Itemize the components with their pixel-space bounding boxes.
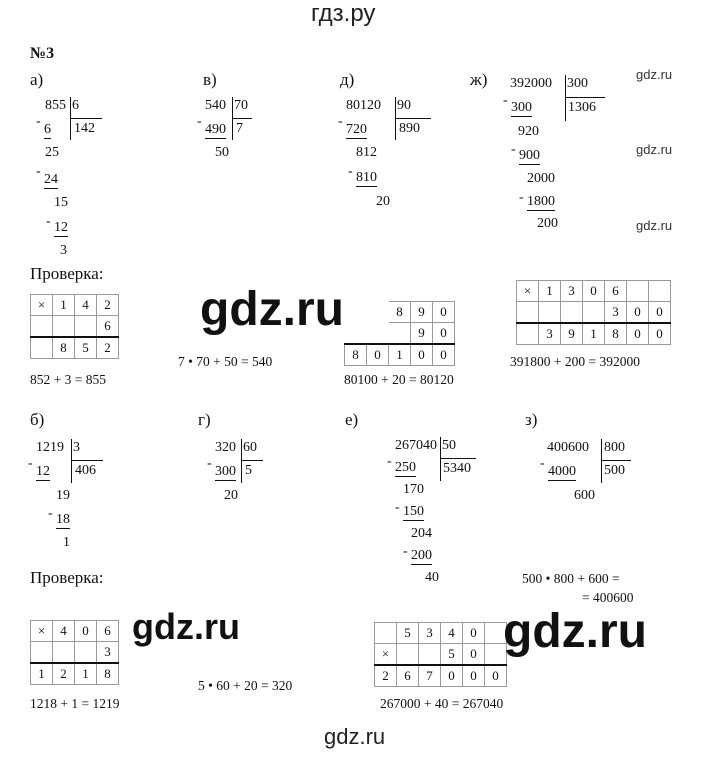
- grid-cell: 8: [605, 323, 627, 345]
- label-z: з): [525, 410, 538, 429]
- quotient-a: 142: [74, 121, 95, 136]
- minus-sign: -: [48, 506, 53, 521]
- equation-b: 1218 + 1 = 1219: [30, 696, 120, 711]
- equation-d: 80100 + 20 = 80120: [344, 372, 454, 387]
- grid-cell: 0: [649, 323, 671, 345]
- minus-sign: -: [36, 114, 41, 129]
- grid-cell: 0: [463, 623, 485, 644]
- division-bracket: [70, 118, 102, 119]
- minus-sign: -: [348, 164, 353, 179]
- dividend-e: 267040: [395, 438, 437, 453]
- grid-cell: 0: [411, 344, 433, 366]
- grid-cell: 0: [627, 323, 649, 345]
- division-bracket: [565, 97, 605, 98]
- check-grid-d: [344, 301, 455, 366]
- grid-cell: [649, 281, 671, 302]
- grid-cell: [53, 316, 75, 338]
- grid-cell: [517, 323, 539, 345]
- watermark-large: gdz.ru: [132, 606, 240, 647]
- divisor-v: 70: [234, 98, 248, 113]
- watermark-small: gdz.ru: [636, 142, 673, 157]
- grid-cell: 3: [419, 623, 441, 644]
- grid-cell: 6: [97, 316, 119, 338]
- label-zh: ж): [470, 70, 488, 89]
- grid-cell: [31, 337, 53, 359]
- minus-sign: -: [403, 544, 408, 559]
- divisor-z: 800: [604, 440, 625, 455]
- divisor-a: 6: [72, 98, 79, 113]
- divisor-d: 90: [397, 98, 411, 113]
- quotient-e: 5340: [443, 461, 471, 476]
- equation-a: 852 + 3 = 855: [30, 372, 106, 387]
- grid-cell: [419, 644, 441, 666]
- grid-cell: 8: [53, 337, 75, 359]
- grid-cell: 1: [583, 323, 605, 345]
- grid-cell: 0: [463, 644, 485, 666]
- grid-cell: 3: [97, 642, 119, 664]
- minus-sign: -: [519, 190, 524, 205]
- grid-cell: 0: [433, 323, 455, 345]
- step-d-3: 810: [356, 170, 377, 185]
- grid-cell: 4: [441, 623, 463, 644]
- check-grid-zh: [516, 280, 671, 345]
- minus-sign: -: [207, 456, 212, 471]
- grid-cell: 0: [433, 302, 455, 323]
- step-zh-5: 1800: [527, 194, 555, 209]
- divisor-zh: 300: [567, 76, 588, 91]
- quotient-z: 500: [604, 463, 625, 478]
- division-bracket: [232, 118, 252, 119]
- division-bracket: [395, 118, 431, 119]
- grid-cell: 8: [97, 663, 119, 685]
- step-d-2: 812: [356, 145, 377, 160]
- equation-zh: 391800 + 200 = 392000: [510, 354, 640, 369]
- grid-cell: 0: [367, 344, 389, 366]
- quotient-g: 5: [245, 463, 252, 478]
- grid-cell: 1: [31, 663, 53, 685]
- grid-cell: [389, 323, 411, 345]
- equation-v: 7 • 70 + 50 = 540: [178, 354, 273, 369]
- grid-cell: 0: [485, 665, 507, 687]
- divisor-g: 60: [243, 440, 257, 455]
- minus-sign: -: [338, 114, 343, 129]
- site-title[interactable]: гдз.ру: [311, 0, 376, 27]
- step-zh-6: 200: [537, 216, 558, 231]
- step-a-3: 24: [44, 172, 58, 187]
- label-v: в): [203, 70, 217, 89]
- step-e-2: 170: [403, 482, 424, 497]
- grid-cell: 3: [539, 323, 561, 345]
- grid-cell: 8: [345, 344, 367, 366]
- dividend-a: 855: [45, 98, 66, 113]
- grid-cell: ×: [31, 295, 53, 316]
- division-bracket: [601, 460, 631, 461]
- equation-z-line1: 500 • 800 + 600 =: [522, 571, 620, 586]
- check-heading: Проверка:: [30, 264, 104, 283]
- grid-cell: [517, 302, 539, 324]
- step-zh-3: 900: [519, 148, 540, 163]
- grid-cell: 5: [441, 644, 463, 666]
- grid-cell: 1: [539, 281, 561, 302]
- grid-cell: 9: [411, 323, 433, 345]
- step-d-4: 20: [376, 194, 390, 209]
- minus-sign: -: [540, 456, 545, 471]
- step-a-1: 6: [44, 122, 51, 137]
- grid-cell: 6: [397, 665, 419, 687]
- step-d-1: 720: [346, 122, 367, 137]
- dividend-z: 400600: [547, 440, 589, 455]
- minus-sign: -: [503, 93, 508, 108]
- equation-e: 267000 + 40 = 267040: [380, 696, 504, 711]
- grid-cell: ×: [31, 621, 53, 642]
- grid-cell: 2: [97, 295, 119, 316]
- step-e-5: 200: [411, 548, 432, 563]
- step-z-2: 600: [574, 488, 595, 503]
- division-bracket: [440, 437, 441, 481]
- grid-cell: 7: [419, 665, 441, 687]
- divisor-e: 50: [442, 438, 456, 453]
- minus-sign: -: [28, 456, 33, 471]
- step-a-6: 3: [60, 243, 67, 258]
- grid-cell: 0: [75, 621, 97, 642]
- step-e-6: 40: [425, 570, 439, 585]
- grid-cell: 0: [433, 344, 455, 366]
- step-b-4: 1: [63, 535, 70, 550]
- grid-cell: 1: [389, 344, 411, 366]
- step-a-2: 25: [45, 145, 59, 160]
- divisor-b: 3: [73, 440, 80, 455]
- problem-number: №3: [30, 45, 55, 62]
- grid-cell: 5: [397, 623, 419, 644]
- grid-cell: 4: [75, 295, 97, 316]
- grid-cell: 6: [605, 281, 627, 302]
- grid-cell: 0: [627, 302, 649, 324]
- step-b-3: 18: [56, 512, 70, 527]
- label-b: б): [30, 410, 45, 429]
- dividend-g: 320: [215, 440, 236, 455]
- division-bracket: [71, 460, 103, 461]
- step-a-4: 15: [54, 195, 68, 210]
- step-zh-1: 300: [511, 100, 532, 115]
- grid-cell: 4: [53, 621, 75, 642]
- grid-cell: 6: [97, 621, 119, 642]
- label-e: е): [345, 410, 359, 429]
- dividend-b: 1219: [36, 440, 64, 455]
- step-v-2: 50: [215, 145, 229, 160]
- quotient-v: 7: [236, 121, 243, 136]
- step-g-1: 300: [215, 464, 236, 479]
- minus-sign: -: [46, 214, 51, 229]
- grid-cell: [75, 316, 97, 338]
- dividend-v: 540: [205, 98, 226, 113]
- division-bracket: [565, 75, 566, 121]
- grid-cell: 5: [75, 337, 97, 359]
- grid-cell: 1: [53, 295, 75, 316]
- dividend-d: 80120: [346, 98, 381, 113]
- quotient-zh: 1306: [568, 100, 596, 115]
- grid-cell: [375, 623, 397, 644]
- minus-sign: -: [387, 454, 392, 469]
- equation-g: 5 • 60 + 20 = 320: [198, 678, 293, 693]
- check-grid-e: [374, 622, 507, 687]
- check-heading: Проверка:: [30, 568, 104, 587]
- dividend-zh: 392000: [510, 76, 552, 91]
- grid-cell: 0: [583, 281, 605, 302]
- minus-sign: -: [395, 500, 400, 515]
- division-bracket: [241, 460, 263, 461]
- grid-cell: 3: [561, 281, 583, 302]
- grid-cell: 2: [375, 665, 397, 687]
- footer-site-link[interactable]: gdz.ru: [324, 724, 386, 749]
- grid-cell: 1: [75, 663, 97, 685]
- quotient-d: 890: [399, 121, 420, 136]
- step-e-3: 150: [403, 504, 424, 519]
- grid-cell: 3: [605, 302, 627, 324]
- step-z-1: 4000: [548, 464, 576, 479]
- label-a: а): [30, 70, 44, 89]
- watermark-large: gdz.ru: [503, 605, 647, 658]
- step-b-1: 12: [36, 464, 50, 479]
- grid-cell: 2: [97, 337, 119, 359]
- check-grid-b: [30, 620, 119, 685]
- grid-cell: 0: [649, 302, 671, 324]
- division-bracket: [440, 458, 476, 459]
- grid-cell: [561, 302, 583, 324]
- grid-cell: [31, 642, 53, 664]
- quotient-b: 406: [75, 463, 96, 478]
- grid-cell: [539, 302, 561, 324]
- step-v-1: 490: [205, 122, 226, 137]
- watermark-large: gdz.ru: [200, 283, 344, 336]
- step-e-4: 204: [411, 526, 432, 541]
- grid-cell: [627, 281, 649, 302]
- watermark-small: gdz.ru: [636, 67, 673, 82]
- label-d: д): [340, 70, 355, 89]
- equation-z-line2: = 400600: [582, 590, 634, 605]
- step-b-2: 19: [56, 488, 70, 503]
- grid-cell: 8: [389, 302, 411, 323]
- watermark-small: gdz.ru: [636, 218, 673, 233]
- grid-cell: 0: [463, 665, 485, 687]
- grid-cell: 0: [441, 665, 463, 687]
- grid-cell: ×: [375, 644, 397, 666]
- grid-cell: 9: [411, 302, 433, 323]
- step-a-5: 12: [54, 220, 68, 235]
- grid-cell: ×: [517, 281, 539, 302]
- step-zh-2: 920: [518, 124, 539, 139]
- grid-cell: [75, 642, 97, 664]
- division-bracket: [71, 439, 72, 483]
- grid-cell: [53, 642, 75, 664]
- division-bracket: [601, 439, 602, 483]
- check-grid-a: [30, 294, 119, 359]
- grid-cell: 2: [53, 663, 75, 685]
- grid-cell: 9: [561, 323, 583, 345]
- minus-sign: -: [197, 114, 202, 129]
- minus-sign: -: [511, 142, 516, 157]
- division-bracket: [241, 439, 242, 483]
- minus-sign: -: [36, 164, 41, 179]
- step-zh-4: 2000: [527, 171, 555, 186]
- step-e-1: 250: [395, 460, 416, 475]
- grid-cell: [397, 644, 419, 666]
- grid-cell: [583, 302, 605, 324]
- step-g-2: 20: [224, 488, 238, 503]
- label-g: г): [198, 410, 211, 429]
- grid-cell: [31, 316, 53, 338]
